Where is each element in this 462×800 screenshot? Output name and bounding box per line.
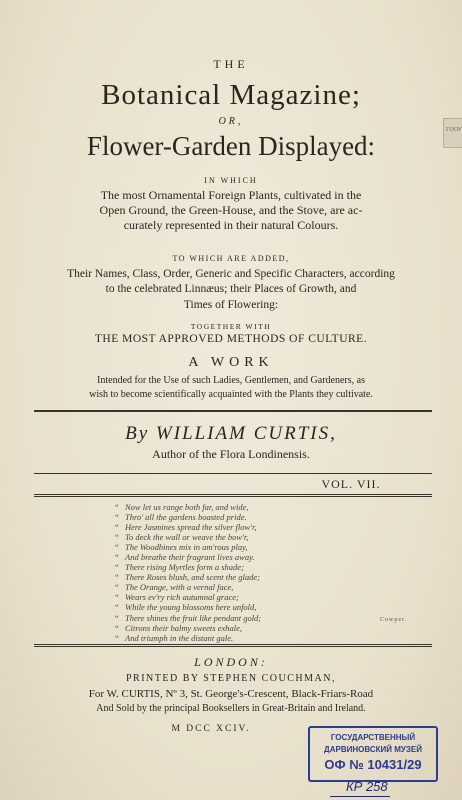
imprint-sold-by: And Sold by the principal Booksellers in Great-Britain and Ireland. [96,703,366,714]
epigraph-poem [115,502,261,643]
poem-line: “ Now let us range both far, and wide, [115,502,249,512]
subtitle: Flower-Garden Displayed: [86,131,376,161]
museum-stamp [308,726,438,782]
added-line: Times of Flowering: [183,299,279,311]
culture-methods: THE MOST APPROVED METHODS OF CULTURE. [94,333,368,345]
poem-line: “ There Roses blush, and scent the glade; [115,572,260,583]
poem-line: “ Citrons their balmy sweets exhale, [115,622,243,633]
to-which-added: TO WHICH ARE ADDED, [172,254,290,263]
divider [34,494,432,497]
poem-line: “ There shines the fruit like pendant gold; [115,612,262,623]
intended-line: Intended for the Use of such Ladies, Gentlemen, and Gardeners, as [97,375,365,386]
the-heading: THE [213,57,249,71]
divider [34,644,432,647]
shelfmark: КР 258 [346,779,388,794]
stamp-inventory-number: ОФ № 10431/29 [324,757,422,772]
divider [34,410,432,412]
poem-line: “ To deck the wall or weave the bow'r, [115,532,249,543]
author-byline: By WILLIAM CURTIS, [125,423,337,444]
imprint-publisher: For W. CURTIS, Nº 3, St. George's-Crescent, Black-Friars-Road [88,688,374,700]
poem-line: “ Thro' all the gardens boasted pride. [115,512,247,523]
added-line: to the celebrated Linnæus; their Places of Growth, and [105,283,357,295]
description-line: curately represented in their natural Colours. [123,218,339,232]
author-credit: Author of the Flora Londinensis. [152,447,310,461]
poem-line: “ While the young blossoms here unfold, [115,602,257,613]
poem-line: “ And breathe their fragrant lives away. [115,552,255,563]
poem-line: “ Wears ev'ry rich autumnal grace; [115,592,239,603]
imprint-place: LONDON: [194,655,268,669]
shelfmark-underline [330,796,390,797]
description-line: The most Ornamental Foreign Plants, cultivated in the [100,188,362,202]
poem-line: “ The Woodbines mix in am'rous play, [115,542,248,553]
poem-line: “ There rising Myrtles form a shade; [115,562,244,573]
imprint-printer: PRINTED BY STEPHEN COUCHMAN, [126,673,336,684]
poem-attribution: Cowper. [380,617,408,623]
stamp-line: ДАРВИНОВСКИЙ МУЗЕЙ [324,745,422,754]
stamp-line: ГОСУДАРСТВЕННЫЙ [330,733,416,742]
imprint-year: M DCC XCIV. [171,724,251,734]
added-line: Their Names, Class, Order, Generic and Specific Characters, according [67,268,395,280]
or-line: OR, [218,116,244,127]
volume-number: VOL. VII. [321,477,381,491]
a-work: A WORK [188,355,274,370]
intended-line: wish to become scientifically acquainted with the Plants they cultivate. [89,389,373,400]
description-line: Open Ground, the Green-House, and the Stove, are ac- [99,203,363,217]
together-with: TOGETHER WITH [190,322,272,331]
poem-line: “ And triumph in the distant gale. [115,632,234,643]
in-which: IN WHICH [204,176,258,185]
poem-line: “ The Orange, with a vernal face, [115,582,234,593]
poem-line: “ Here Jasmines spread the silver flow'r, [115,522,257,533]
divider [34,473,432,474]
magazine-title: Botanical Magazine; [101,79,361,111]
bookmark-tab: ГООУ [443,118,462,148]
